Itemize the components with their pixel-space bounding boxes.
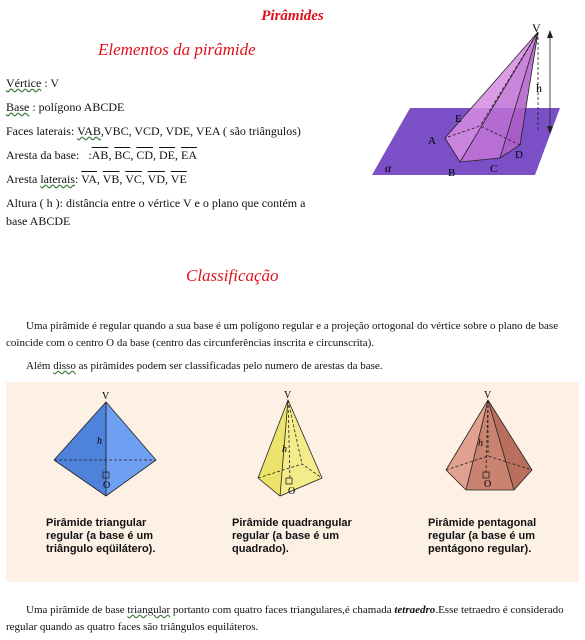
- lateral-edge: $\overline{VA}$: [81, 172, 97, 186]
- lateral-edges-line: Aresta laterais: $\overline{VA}$, $\overline{VB}$, $\overline{VC}$, $\overline{VD}$, $\overline{VE}$: [6, 172, 187, 186]
- paragraph2-c: as pirâmides podem ser classificadas pelo numero de arestas da base.: [75, 360, 383, 372]
- base-edges-line: Aresta da base: $:\overline{AB}$, $\overline{BC}$, $\overline{CD}$, $\overline{DE}$, $\overline{EA}$: [6, 148, 198, 162]
- base-edge: $\overline{BC}$: [114, 148, 131, 162]
- caption-pentagonal: Pirâmide pentagonal regular (a base é um pentágono regular).: [428, 517, 537, 555]
- caption-quadrangular: Pirâmide quadrangular regular (a base é um quadrado).: [232, 517, 352, 555]
- faces-rest: ,VBC, VCD, VDE, VEA ( são triângulos): [100, 124, 301, 138]
- vertex-value: : V: [44, 76, 60, 90]
- base-line: [6, 100, 124, 115]
- lateral-edges-label-c: :: [74, 172, 79, 186]
- lateral-edges-label-a: Aresta: [6, 172, 41, 186]
- label-h: h: [97, 436, 102, 447]
- faces-first: VAB: [77, 124, 101, 138]
- paragraph2-b: disso: [53, 360, 76, 372]
- pyramid-face: [106, 402, 156, 496]
- base-edge: $\overline{AB}$: [91, 148, 109, 162]
- lateral-edge: $\overline{VE}$: [170, 172, 187, 186]
- label-e: E: [455, 113, 462, 125]
- label-o: O: [484, 479, 492, 490]
- height-line-2: base ABCDE: [6, 214, 71, 228]
- label-v: V: [284, 390, 292, 401]
- label-v: V: [484, 390, 492, 401]
- vertex-label: Vértice: [6, 76, 42, 90]
- caption-triangular: Pirâmide triangular regular (a base é um triângulo eqüilátero).: [46, 517, 156, 555]
- lateral-edge: $\overline{VB}$: [102, 172, 120, 186]
- base-edges-label: Aresta da base:: [6, 148, 80, 162]
- lateral-edges-label-b: laterais: [40, 172, 75, 186]
- faces-label: Faces laterais:: [6, 124, 75, 138]
- label-c: C: [490, 163, 498, 175]
- label-h: h: [478, 438, 483, 449]
- label-v: V: [532, 21, 541, 35]
- term-tetraedro: tetraedro: [394, 604, 436, 616]
- faces-line: [6, 124, 301, 139]
- label-alpha: α: [385, 161, 392, 175]
- label-d: D: [515, 149, 523, 161]
- label-a: A: [428, 135, 436, 147]
- label-h: h: [282, 444, 287, 455]
- base-edge: $\overline{EA}$: [181, 148, 198, 162]
- quadrangular-pyramid-figure: [252, 388, 332, 513]
- label-o: O: [288, 486, 296, 497]
- pyramid-face: [54, 402, 106, 496]
- paragraph-tetrahedron: Uma pirâmide de base triangular portanto com quatro faces triangulares,é chamada tetraedro.Esse tetraedro é considerado regular quando as quatro faces são triângulos equiláteros.: [6, 604, 564, 633]
- label-o: O: [103, 480, 111, 491]
- height-line-1: Altura ( h ): distância entre o vértice V e o plano que contém a: [6, 196, 306, 210]
- lateral-edge: $\overline{VD}$: [147, 172, 165, 186]
- label-b: B: [448, 167, 456, 179]
- label-v: V: [102, 391, 110, 402]
- base-label: Base: [6, 100, 30, 114]
- paragraph-regular: Uma pirâmide é regular quando a sua base é um polígono regular e a projeção ortogonal do vértice sobre o plano de base coincide com o centro O da base (centro das circunferências inscrita e circunscrita).: [6, 320, 559, 349]
- triangular-pyramid-figure: [48, 388, 163, 513]
- pentagonal-pyramid-small-figure: [436, 388, 546, 513]
- page-title: Pirâmides: [261, 8, 324, 24]
- section-heading-elements: Elementos da pirâmide: [98, 40, 256, 59]
- lateral-edge: $\overline{VC}$: [125, 172, 142, 186]
- label-h: h: [536, 81, 542, 95]
- paragraph-classification: [6, 358, 581, 375]
- vertex-line: [6, 76, 59, 91]
- pentagonal-pyramid-figure: [360, 20, 580, 190]
- base-edge: $\overline{DE}$: [159, 148, 176, 162]
- base-edge: $\overline{CD}$: [136, 148, 154, 162]
- section-heading-classification: Classificação: [186, 266, 279, 285]
- base-value: : polígono ABCDE: [32, 100, 125, 114]
- paragraph2-a: Além: [26, 360, 54, 372]
